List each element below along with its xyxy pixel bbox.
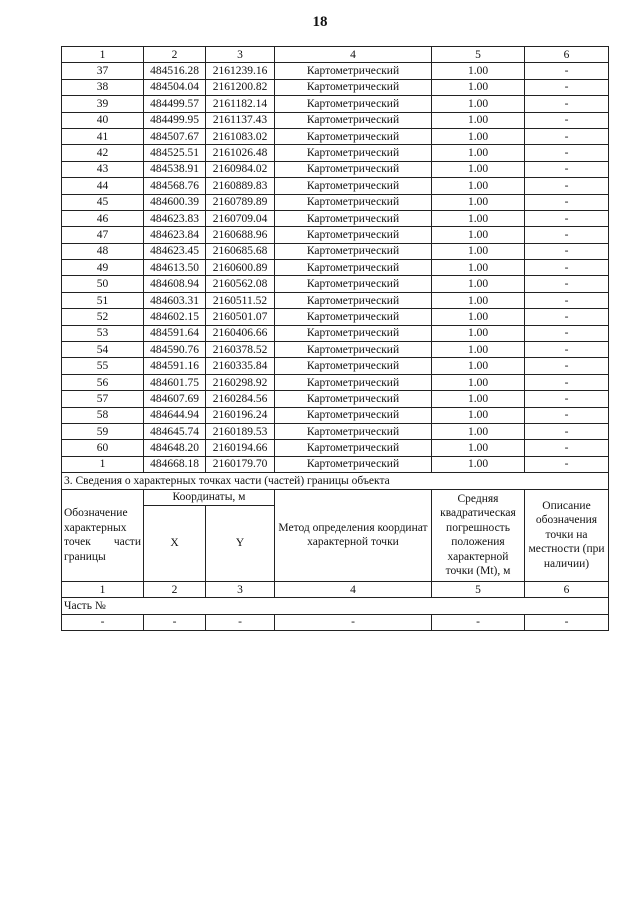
method: Картометрический: [275, 358, 432, 374]
coord-x: 484504.04: [144, 79, 206, 95]
table-row: [62, 145, 609, 161]
accuracy: 1.00: [432, 391, 525, 407]
coord-x: 484602.15: [144, 309, 206, 325]
empty-cell: -: [62, 614, 144, 630]
method: Картометрический: [275, 227, 432, 243]
description: -: [525, 63, 609, 79]
method: Картометрический: [275, 145, 432, 161]
empty-cell: -: [206, 614, 275, 630]
coord-y: 2160600.89: [206, 260, 275, 276]
description: -: [525, 309, 609, 325]
empty-cell: -: [144, 614, 206, 630]
coord-y: 2161200.82: [206, 79, 275, 95]
accuracy: 1.00: [432, 456, 525, 472]
method: Картометрический: [275, 112, 432, 128]
point-number: 52: [62, 309, 144, 325]
coord-y: 2160889.83: [206, 178, 275, 194]
column-number: 3: [206, 47, 275, 63]
section-title: 3. Сведения о характерных точках части (частей) границы объекта: [62, 473, 609, 489]
coord-x: 484499.57: [144, 96, 206, 112]
point-number: 58: [62, 407, 144, 423]
empty-cell: -: [432, 614, 525, 630]
coord-x: 484590.76: [144, 342, 206, 358]
method: Картометрический: [275, 309, 432, 325]
description: -: [525, 161, 609, 177]
table-row: [62, 292, 609, 308]
method: Картометрический: [275, 391, 432, 407]
coord-y: 2160688.96: [206, 227, 275, 243]
table-row: [62, 194, 609, 210]
coord-x: 484591.16: [144, 358, 206, 374]
coord-x: 484623.83: [144, 210, 206, 226]
coord-x: 484608.94: [144, 276, 206, 292]
coord-y: 2160179.70: [206, 456, 275, 472]
point-number: 40: [62, 112, 144, 128]
column-number: 5: [432, 581, 525, 597]
column-number: 6: [525, 581, 609, 597]
section-title-row: [62, 473, 609, 489]
description: -: [525, 292, 609, 308]
table-row: [62, 309, 609, 325]
coord-y: 2161182.14: [206, 96, 275, 112]
method: Картометрический: [275, 96, 432, 112]
description: -: [525, 374, 609, 390]
method: Картометрический: [275, 423, 432, 439]
coord-y: 2160189.53: [206, 423, 275, 439]
point-number: 45: [62, 194, 144, 210]
header-row-1: [62, 489, 609, 505]
coord-x: 484623.45: [144, 243, 206, 259]
method: Картометрический: [275, 79, 432, 95]
point-number: 49: [62, 260, 144, 276]
method: Картометрический: [275, 456, 432, 472]
part-label: Часть №: [62, 598, 609, 614]
empty-cell: -: [275, 614, 432, 630]
column-number: 1: [62, 581, 144, 597]
coord-x: 484499.95: [144, 112, 206, 128]
accuracy: 1.00: [432, 260, 525, 276]
description: -: [525, 423, 609, 439]
description: -: [525, 276, 609, 292]
description: -: [525, 210, 609, 226]
column-number: 2: [144, 47, 206, 63]
method: Картометрический: [275, 128, 432, 144]
point-number: 48: [62, 243, 144, 259]
accuracy: 1.00: [432, 292, 525, 308]
accuracy: 1.00: [432, 342, 525, 358]
point-number: 60: [62, 440, 144, 456]
coord-x: 484645.74: [144, 423, 206, 439]
point-number: 44: [62, 178, 144, 194]
table-row: [62, 407, 609, 423]
coord-x: 484644.94: [144, 407, 206, 423]
table1-body: [62, 47, 609, 473]
column-number: 2: [144, 581, 206, 597]
accuracy: 1.00: [432, 63, 525, 79]
coord-x: 484623.84: [144, 227, 206, 243]
table-row: [62, 260, 609, 276]
point-number: 41: [62, 128, 144, 144]
coord-y: 2160685.68: [206, 243, 275, 259]
coord-y: 2160194.66: [206, 440, 275, 456]
table-row: [62, 161, 609, 177]
table-row: [62, 440, 609, 456]
accuracy: 1.00: [432, 440, 525, 456]
point-number: 46: [62, 210, 144, 226]
accuracy: 1.00: [432, 374, 525, 390]
description: -: [525, 391, 609, 407]
method: Картометрический: [275, 292, 432, 308]
section3-body: [62, 473, 609, 631]
accuracy: 1.00: [432, 407, 525, 423]
accuracy: 1.00: [432, 276, 525, 292]
header-description: Описание обозначения точки на местности (при наличии): [525, 489, 609, 581]
point-number: 51: [62, 292, 144, 308]
coord-y: 2160562.08: [206, 276, 275, 292]
description: -: [525, 79, 609, 95]
point-number: 59: [62, 423, 144, 439]
accuracy: 1.00: [432, 325, 525, 341]
coord-x: 484603.31: [144, 292, 206, 308]
accuracy: 1.00: [432, 178, 525, 194]
accuracy: 1.00: [432, 96, 525, 112]
method: Картометрический: [275, 194, 432, 210]
description: -: [525, 112, 609, 128]
description: -: [525, 194, 609, 210]
coord-y: 2160789.89: [206, 194, 275, 210]
table-row: [62, 112, 609, 128]
method: Картометрический: [275, 63, 432, 79]
coord-x: 484613.50: [144, 260, 206, 276]
description: -: [525, 325, 609, 341]
coord-x: 484568.76: [144, 178, 206, 194]
method: Картометрический: [275, 325, 432, 341]
method: Картометрический: [275, 342, 432, 358]
column-number: 3: [206, 581, 275, 597]
accuracy: 1.00: [432, 227, 525, 243]
table-row: [62, 63, 609, 79]
accuracy: 1.00: [432, 243, 525, 259]
coord-x: 484668.18: [144, 456, 206, 472]
page-number: 18: [312, 14, 328, 30]
point-number: 37: [62, 63, 144, 79]
accuracy: 1.00: [432, 79, 525, 95]
coord-x: 484648.20: [144, 440, 206, 456]
accuracy: 1.00: [432, 161, 525, 177]
description: -: [525, 260, 609, 276]
point-number: 42: [62, 145, 144, 161]
description: -: [525, 178, 609, 194]
method: Картометрический: [275, 407, 432, 423]
column-number: 5: [432, 47, 525, 63]
coord-x: 484601.75: [144, 374, 206, 390]
coord-y: 2161137.43: [206, 112, 275, 128]
empty-cell: -: [525, 614, 609, 630]
table-row: [62, 423, 609, 439]
coord-y: 2161083.02: [206, 128, 275, 144]
method: Картометрический: [275, 374, 432, 390]
coord-x: 484516.28: [144, 63, 206, 79]
column-number-row: [62, 581, 609, 597]
method: Картометрический: [275, 210, 432, 226]
header-point-designation: Обозначение характерных точек части границы: [62, 489, 144, 581]
point-number: 39: [62, 96, 144, 112]
method: Картометрический: [275, 276, 432, 292]
coord-y: 2160196.24: [206, 407, 275, 423]
coord-y: 2160511.52: [206, 292, 275, 308]
description: -: [525, 243, 609, 259]
table-row: [62, 128, 609, 144]
accuracy: 1.00: [432, 309, 525, 325]
table-row: [62, 456, 609, 472]
description: -: [525, 227, 609, 243]
point-number: 50: [62, 276, 144, 292]
point-number: 1: [62, 456, 144, 472]
coord-y: 2160378.52: [206, 342, 275, 358]
column-number: 4: [275, 47, 432, 63]
point-number: 54: [62, 342, 144, 358]
boundary-points-table: [61, 46, 609, 631]
table-row: [62, 358, 609, 374]
point-number: 43: [62, 161, 144, 177]
accuracy: 1.00: [432, 112, 525, 128]
table-row: [62, 96, 609, 112]
point-number: 38: [62, 79, 144, 95]
description: -: [525, 358, 609, 374]
method: Картометрический: [275, 260, 432, 276]
point-number: 56: [62, 374, 144, 390]
point-number: 57: [62, 391, 144, 407]
accuracy: 1.00: [432, 210, 525, 226]
coord-y: 2160709.04: [206, 210, 275, 226]
coord-x: 484607.69: [144, 391, 206, 407]
point-number: 53: [62, 325, 144, 341]
description: -: [525, 342, 609, 358]
header-y: Y: [206, 505, 275, 581]
column-number-row: [62, 47, 609, 63]
accuracy: 1.00: [432, 358, 525, 374]
coord-y: 2160501.07: [206, 309, 275, 325]
coord-x: 484525.51: [144, 145, 206, 161]
coord-y: 2160298.92: [206, 374, 275, 390]
coord-y: 2161026.48: [206, 145, 275, 161]
method: Картометрический: [275, 178, 432, 194]
coord-y: 2160984.02: [206, 161, 275, 177]
description: -: [525, 407, 609, 423]
accuracy: 1.00: [432, 128, 525, 144]
accuracy: 1.00: [432, 194, 525, 210]
table-row: [62, 342, 609, 358]
table-row: [62, 178, 609, 194]
coord-x: 484600.39: [144, 194, 206, 210]
table-row: [62, 79, 609, 95]
header-x: X: [144, 505, 206, 581]
method: Картометрический: [275, 440, 432, 456]
table-row: [62, 243, 609, 259]
description: -: [525, 128, 609, 144]
coord-x: 484507.67: [144, 128, 206, 144]
column-number: 4: [275, 581, 432, 597]
header-method: Метод определения координат характерной точки: [275, 489, 432, 581]
table-row: [62, 374, 609, 390]
table-row: [62, 276, 609, 292]
coord-y: 2161239.16: [206, 63, 275, 79]
coord-y: 2160335.84: [206, 358, 275, 374]
column-number: 6: [525, 47, 609, 63]
method: Картометрический: [275, 243, 432, 259]
part-label-row: [62, 598, 609, 614]
table-row: [62, 210, 609, 226]
description: -: [525, 145, 609, 161]
description: -: [525, 440, 609, 456]
description: -: [525, 456, 609, 472]
table-row: [62, 227, 609, 243]
point-number: 47: [62, 227, 144, 243]
method: Картометрический: [275, 161, 432, 177]
empty-data-row: [62, 614, 609, 630]
header-accuracy: Средняя квадратическая погрешность положения характерной точки (Mt), м: [432, 489, 525, 581]
point-number: 55: [62, 358, 144, 374]
coord-x: 484538.91: [144, 161, 206, 177]
coord-y: 2160406.66: [206, 325, 275, 341]
coord-x: 484591.64: [144, 325, 206, 341]
accuracy: 1.00: [432, 145, 525, 161]
table-row: [62, 391, 609, 407]
header-coordinates: Координаты, м: [144, 489, 275, 505]
column-number: 1: [62, 47, 144, 63]
accuracy: 1.00: [432, 423, 525, 439]
table-row: [62, 325, 609, 341]
coord-y: 2160284.56: [206, 391, 275, 407]
description: -: [525, 96, 609, 112]
